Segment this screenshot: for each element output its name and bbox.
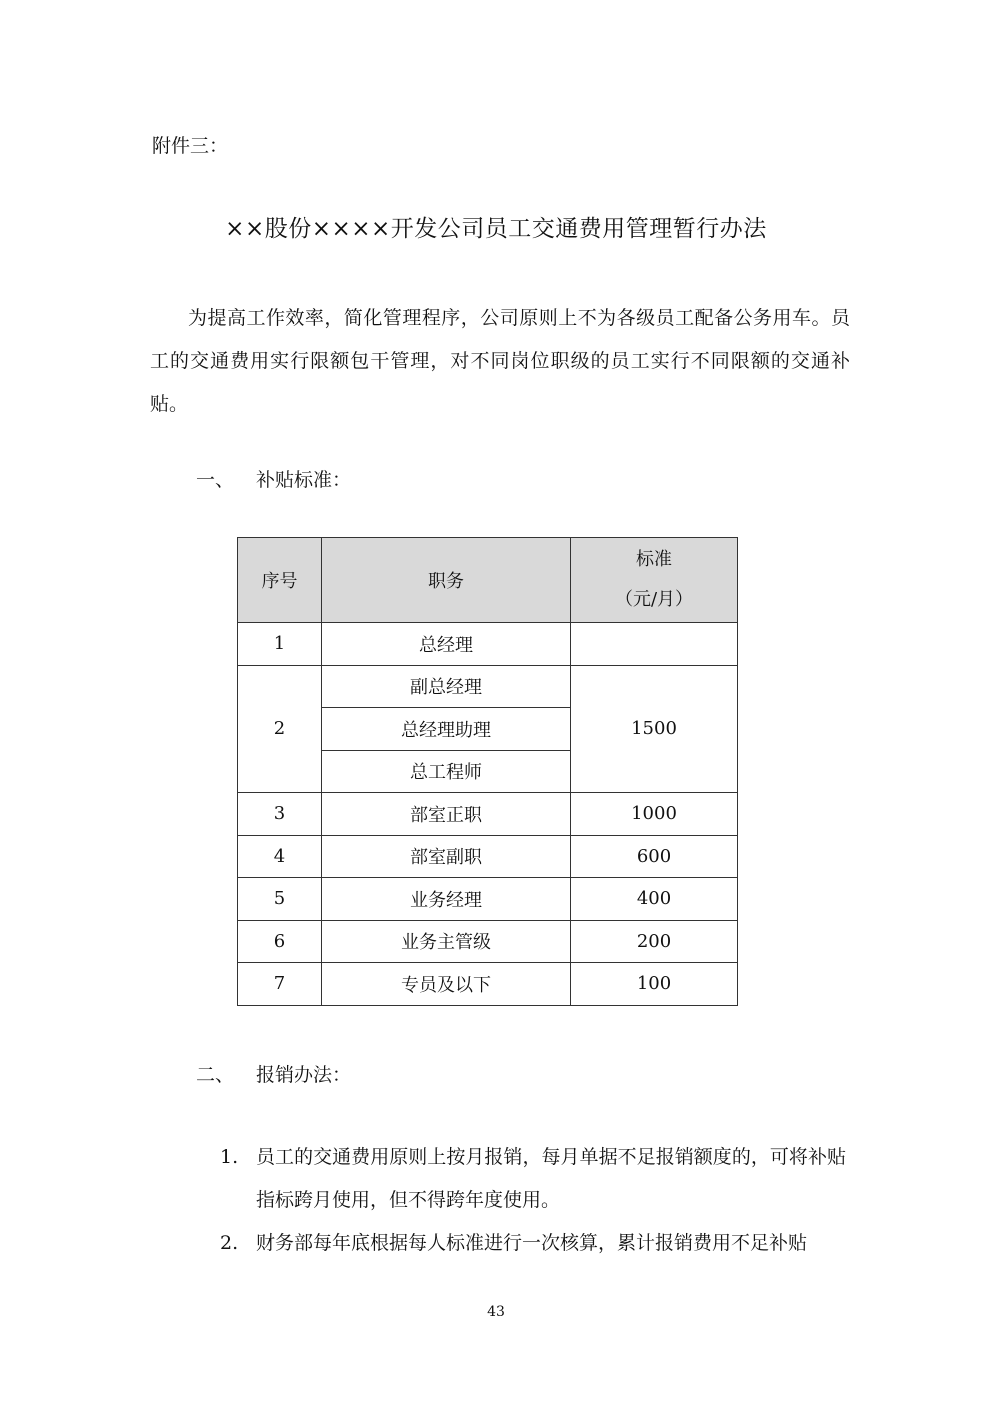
row-position: 副总经理 bbox=[322, 665, 571, 708]
row-standard: 100 bbox=[571, 963, 738, 1006]
section-title: 报销办法： bbox=[256, 1064, 352, 1086]
list-item bbox=[220, 1136, 850, 1226]
row-seq: 2 bbox=[238, 665, 322, 793]
row-position: 部室副职 bbox=[322, 835, 571, 878]
row-position: 业务主管级 bbox=[322, 920, 571, 963]
table-row bbox=[238, 623, 738, 666]
intro-paragraph: 为提高工作效率，简化管理程序，公司原则上不为各级员工配备公务用车。员工的交通费用实行限额包干管理，对不同岗位职级的员工实行不同限额的交通补贴。 bbox=[150, 307, 850, 415]
list-item-number: 1. bbox=[220, 1146, 239, 1168]
row-position: 总经理助理 bbox=[322, 708, 571, 751]
section-number: 二、 bbox=[196, 1064, 235, 1086]
table-row bbox=[238, 878, 738, 921]
list-item-text: 财务部每年底根据每人标准进行一次核算，累计报销费用不足补贴 bbox=[256, 1232, 808, 1254]
list-item-text: 员工的交通费用原则上按月报销，每月单据不足报销额度的，可将补贴指标跨月使用，但不得跨年度使用。 bbox=[256, 1146, 846, 1211]
row-seq: 6 bbox=[238, 920, 322, 963]
section-heading-subsidy-standard bbox=[196, 466, 496, 496]
section-number: 一、 bbox=[196, 469, 235, 491]
header-standard-label: 标准 bbox=[636, 549, 672, 570]
row-position: 业务经理 bbox=[322, 878, 571, 921]
row-standard: 600 bbox=[571, 835, 738, 878]
row-position: 总工程师 bbox=[322, 750, 571, 793]
row-position: 总经理 bbox=[322, 623, 571, 666]
row-standard: 400 bbox=[571, 878, 738, 921]
document-title: ××股份××××开发公司员工交通费用管理暂行办法 bbox=[225, 216, 767, 242]
table-row bbox=[238, 963, 738, 1006]
row-position: 专员及以下 bbox=[322, 963, 571, 1006]
list-item bbox=[220, 1222, 850, 1267]
section-title: 补贴标准： bbox=[256, 469, 352, 491]
page-number: 43 bbox=[487, 1304, 505, 1320]
subsidy-standard-table bbox=[237, 537, 738, 1006]
list-item-number: 2. bbox=[220, 1232, 239, 1254]
row-seq: 7 bbox=[238, 963, 322, 1006]
table-row bbox=[238, 920, 738, 963]
header-position: 职务 bbox=[322, 538, 571, 623]
row-seq: 5 bbox=[238, 878, 322, 921]
row-seq: 1 bbox=[238, 623, 322, 666]
section-heading-reimbursement bbox=[196, 1061, 496, 1091]
row-position: 部室正职 bbox=[322, 793, 571, 836]
header-seq: 序号 bbox=[238, 538, 322, 623]
table-row bbox=[238, 665, 738, 708]
row-seq: 3 bbox=[238, 793, 322, 836]
header-standard bbox=[571, 538, 738, 623]
row-standard bbox=[571, 623, 738, 666]
table-row bbox=[238, 835, 738, 878]
table-header-row bbox=[238, 538, 738, 623]
row-standard: 200 bbox=[571, 920, 738, 963]
attachment-label: 附件三： bbox=[152, 135, 229, 157]
header-standard-unit: （元/月） bbox=[614, 589, 694, 610]
row-seq: 4 bbox=[238, 835, 322, 878]
table-row bbox=[238, 793, 738, 836]
row-standard: 1000 bbox=[571, 793, 738, 836]
row-standard: 1500 bbox=[571, 665, 738, 793]
